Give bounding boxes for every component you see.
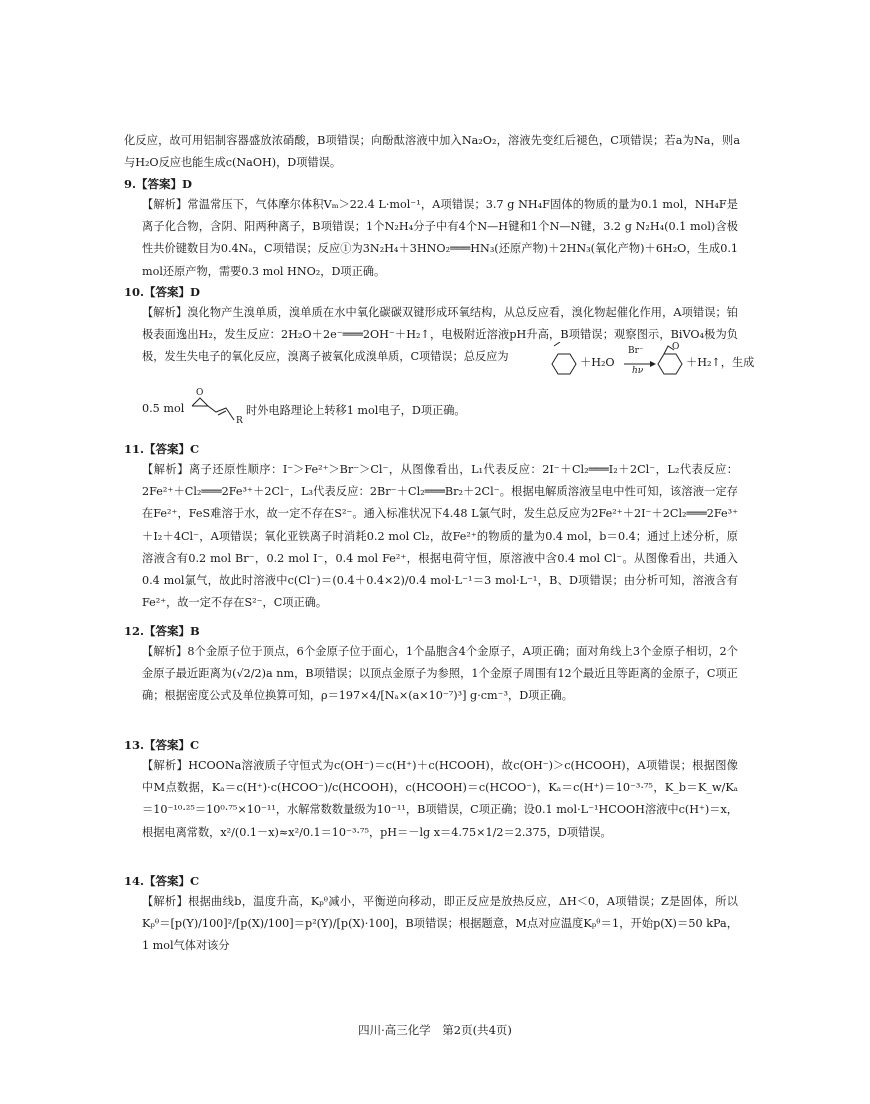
continuation-paragraph: 化反应，故可用铝制容器盛放浓硝酸，B项错误；向酚酞溶液中加入Na₂O₂，溶液先变红后褪色，C项错误；若a为Na，则a与H₂O反应也能生成c(NaOH)，D项错误。 bbox=[124, 134, 740, 170]
eq-catalyst-label: Br⁻ bbox=[628, 346, 644, 356]
q10-answer-header: 10.【答案】D bbox=[124, 285, 200, 299]
eq-condition-label: hν bbox=[632, 366, 644, 376]
q11-answer-header: 11.【答案】C bbox=[124, 442, 200, 456]
eq-water-label: ＋H₂O bbox=[580, 356, 615, 369]
q14-analysis: 【解析】根据曲线b，温度升高，Kₚᶿ减小，平衡逆向移动，即正反应是放热反应，ΔH＜0，A项错误；Z是固体，所以Kₚᶿ＝[p(Y)/100]²/[p(X)/100]＝p²(Y)/[p(X)·100]，B项错误；根据题意，M点对应温度Kₚᶿ＝1，开始p(X)＝50 kPa，1 mol气体对该分 bbox=[142, 895, 738, 953]
q12-answer-header: 12.【答案】B bbox=[124, 624, 200, 638]
q10-analysis-part2 bbox=[142, 390, 562, 430]
page-footer: 四川·高三化学 第2页(共4页) bbox=[358, 1023, 512, 1037]
epoxide-o-label: O bbox=[196, 388, 204, 398]
q10-reaction-equation bbox=[548, 342, 755, 384]
q14-answer-header: 14.【答案】C bbox=[124, 874, 200, 888]
q11-analysis: 【解析】离子还原性顺序：I⁻＞Fe²⁺＞Br⁻＞Cl⁻，从图像看出，L₁代表反应：2I⁻＋Cl₂═══I₂＋2Cl⁻，L₂代表反应：2Fe²⁺＋Cl₂═══2Fe³⁺＋2Cl⁻，L₃代表反应：2Br⁻＋Cl₂═══Br₂＋2Cl⁻。根据电解质溶液呈电中性可知，该溶液一定存在Fe²⁺，FeS难溶于水，故一定不存在S²⁻。通入标准状况下4.48 L氯气时，发生总反应为2Fe²⁺＋2I⁻＋2Cl₂═══2Fe³⁺＋I₂＋4Cl⁻，A项错误；氧化亚铁离子时消耗0.2 mol Cl₂，故Fe²⁺的物质的量为0.4 mol，b＝0.4；通过上述分析，原溶液含有0.2 mol Br⁻，0.2 mol I⁻，0.4 mol Fe²⁺，根据电荷守恒，原溶液中含0.4 mol Cl⁻。从图像看出，共通入0.4 mol氯气，故此时溶液中c(Cl⁻)＝(0.4＋0.4×2)/0.4 mol·L⁻¹＝3 mol·L⁻¹，B、D项错误；由分析可知，溶液含有Fe²⁺，故一定不存在S²⁻，C项正确。 bbox=[142, 463, 738, 610]
q10-analysis-part1: 【解析】溴化物产生溴单质，溴单质在水中氧化碳碳双键形成环氧结构，从总反应看，溴化物起催化作用，A项错误；铂极表面逸出H₂，发生反应：2H₂O＋2e⁻═══2OH⁻＋H₂↑，电极附近溶液pH升高，B项错误；观察图示，BiVO₄极为负极，发生失电子的氧化反应，溴离子被氧化成溴单质，C项错误；总反应为 bbox=[142, 306, 738, 364]
q13-answer-header: 13.【答案】C bbox=[124, 738, 200, 752]
q12-analysis: 【解析】8个金原子位于顶点，6个金原子位于面心，1个晶胞含4个金原子，A项正确；面对角线上3个金原子相切，2个金原子最近距离为(√2/2)a nm，B项错误；以顶点金原子为参照，1个金原子周围有12个最近且等距离的金原子，C项正确；根据密度公式及单位换算可知，ρ＝197×4/[Nₐ×(a×10⁻⁷)³] g·cm⁻³，D项正确。 bbox=[142, 645, 738, 703]
epoxide-r-label: R bbox=[236, 416, 243, 426]
eq-oxygen-label: O bbox=[672, 342, 680, 352]
q9-answer-header: 9.【答案】D bbox=[124, 177, 192, 191]
q13-analysis: 【解析】HCOONa溶液质子守恒式为c(OH⁻)＝c(H⁺)＋c(HCOOH)，故c(OH⁻)＞c(HCOOH)，A项错误；根据图像中M点数据，Kₐ＝c(H⁺)·c(HCOO⁻)/c(HCOOH)，c(HCOOH)＝c(HCOO⁻)，Kₐ＝c(H⁺)＝10⁻³·⁷⁵，K_b＝K_w/Kₐ＝10⁻¹⁰·²⁵＝10⁰·⁷⁵×10⁻¹¹，水解常数数量级为10⁻¹¹，B项错误，C项正确；设0.1 mol·L⁻¹HCOOH溶液中c(H⁺)＝x，根据电离常数，x²/(0.1－x)≈x²/0.1＝10⁻³·⁷⁵，pH＝－lg x＝4.75×1/2＝2.375，D项错误。 bbox=[142, 759, 738, 839]
q10-mol-label: 0.5 mol bbox=[142, 402, 185, 415]
q9-analysis: 【解析】常温常压下，气体摩尔体积Vₘ＞22.4 L·mol⁻¹，A项错误；3.7 g NH₄F固体的物质的量为0.1 mol，NH₄F是离子化合物，含阴、阳两种离子，B项错误；1个N₂H₄分子中有4个N—H键和1个N—N键，3.2 g N₂H₄(0.1 mol)含极性共价键数目为0.4Nₐ，C项错误；反应①为3N₂H₄＋3HNO₂═══HN₃(还原产物)＋2HN₃(氧化产物)＋6H₂O，生成0.1 mol还原产物，需要0.3 mol HNO₂，D项正确。 bbox=[142, 198, 738, 278]
eq-h2-label: ＋H₂↑，生成 bbox=[686, 356, 755, 369]
q10-conclusion: 时外电路理论上转移1 mol电子，D项正确。 bbox=[246, 404, 466, 417]
